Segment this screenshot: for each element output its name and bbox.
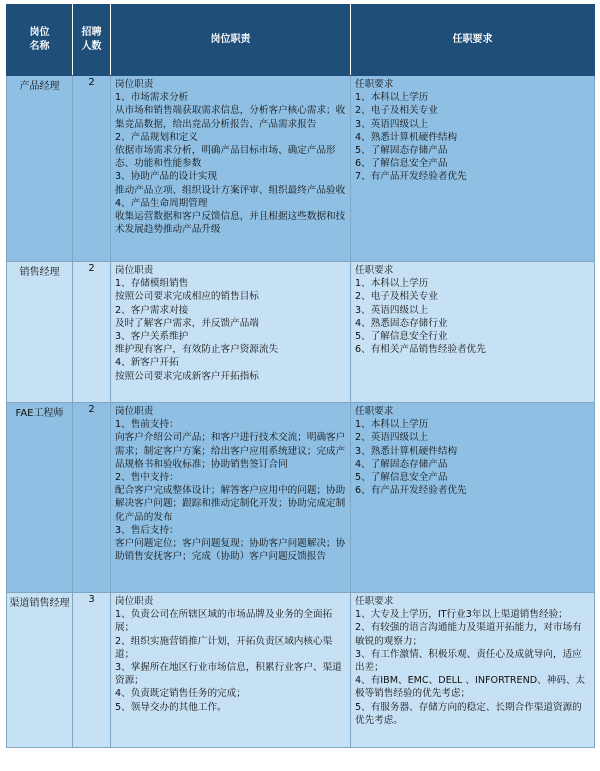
duty-line: 5、领导交办的其他工作。 [115,701,227,713]
requirement-line: 5、了解信息安全产品 [355,472,448,484]
duty-line: 4、负责既定销售任务的完成； [115,688,246,700]
duty-line: 2、产品规划和定义 [115,131,198,143]
requirement-line: 5、了解信息安全行业 [355,331,448,343]
duty-line: 1、市场需求分析 [115,92,189,104]
position-name-cell: 销售经理 [7,262,73,403]
table-row [7,403,595,593]
position-name-cell: 渠道销售经理 [7,593,73,748]
duty-line: 2、售中支持： [115,472,179,484]
requirement-line: 4、熟悉计算机硬件结构 [355,131,458,143]
duty-line: 岗位职责 [115,79,154,90]
duty-line: 岗位职责 [115,406,154,417]
requirements-cell [351,403,595,593]
duty-line: 岗位职责 [115,596,154,607]
duty-line: 收集运营数据和客户反馈信息，并且根据这些数据和技术发展趋势推动产品升级 [115,211,346,236]
duty-line: 从市场和销售端获取需求信息，分析客户核心需求；收集竞品数据，给出竞品分析报告、产品需求报告 [115,105,346,130]
header-position: 岗位 名称 [7,5,73,76]
duty-line: 维护现有客户，有效防止客户资源流失 [115,344,279,356]
duty-line: 向客户介绍公司产品；和客户进行技术交流；明确客户需求；制定客户方案；给出客户应用系统建议；完成产品规格书和验收标准；协助销售签订合同 [115,432,346,470]
requirement-line: 6、了解信息安全产品 [355,158,448,170]
duty-line: 客户问题定位；客户问题复现；协助客户问题解决；协助销售安抚客户；完成（协助）客户问题反馈报告 [115,538,346,563]
requirement-line: 3、有工作激情、积极乐观、责任心及成就导向，适应出差； [355,648,582,674]
duty-line: 按照公司要求完成新客户开拓指标 [115,370,259,382]
table-row [7,262,595,403]
requirement-line: 5、有服务器、存储方向的稳定、长期合作渠道资源的优先考虑。 [355,701,582,726]
duty-line: 4、产品生命周期管理 [115,197,208,209]
duties-cell [111,593,351,748]
header-row [7,5,595,76]
duty-line: 3、客户关系维护 [115,331,189,343]
headcount-cell: 2 [73,403,111,593]
requirement-line: 1、大专及上学历，IT行业3年以上渠道销售经验； [355,609,568,621]
duty-line: 按照公司要求完成相应的销售目标 [115,291,259,303]
headcount-cell: 2 [73,76,111,262]
requirement-line: 3、英语四级以上 [355,304,429,316]
duties-cell [111,262,351,403]
headcount-cell: 3 [73,593,111,748]
duty-line: 1、负责公司在所辖区域的市场品牌及业务的全面拓展； [115,609,333,634]
requirements-cell [351,593,595,748]
duty-line: 配合客户完成整体设计；解答客户应用中的问题；协助解决客户问题；跟踪和推动定制化开发；协助完成定制化产品的发布 [115,485,346,523]
requirement-line: 4、了解固态存储产品 [355,458,448,470]
requirements-cell [351,76,595,262]
duty-line: 及时了解客户需求，并反馈产品端 [115,317,259,329]
requirement-line: 1、本科以上学历 [355,92,429,104]
requirement-line: 任职要求 [355,596,394,607]
requirements-cell [351,262,595,403]
requirement-line: 任职要求 [355,265,394,276]
duty-line: 4、新客户开拓 [115,357,179,369]
duty-line: 1、售前支持： [115,419,179,431]
header-requirements: 任职要求 [351,5,595,76]
duty-line: 推动产品立项、组织设计方案评审、组织最终产品验收 [115,184,346,196]
requirement-line: 7、有产品开发经验者优先 [355,171,467,183]
duty-line: 3、掌握所在地区行业市场信息，积累行业客户、渠道资源； [115,662,342,687]
duty-line: 3、售后支持： [115,524,179,536]
duties-cell [111,403,351,593]
requirement-line: 2、英语四级以上 [355,432,429,444]
duty-line: 3、协助产品的设计实现 [115,171,218,183]
requirement-line: 任职要求 [355,406,394,417]
duty-line: 2、组织实施营销推广计划，开拓负责区域内核心渠道； [115,635,333,660]
duty-line: 2、客户需求对接 [115,304,189,316]
position-name-cell: 产品经理 [7,76,73,262]
requirement-line: 任职要求 [355,79,394,90]
header-duties: 岗位职责 [111,5,351,76]
requirement-line: 4、熟悉固态存储行业 [355,317,448,329]
duties-cell [111,76,351,262]
requirement-line: 2、有较强的语言沟通能力及渠道开拓能力，对市场有敏锐的观察力； [355,622,582,647]
table-row [7,76,595,262]
recruitment-table-container [6,4,594,748]
requirement-line: 2、电子及相关专业 [355,291,438,303]
duty-line: 1、存储模组销售 [115,278,189,290]
table-row [7,593,595,748]
table-header [7,5,595,76]
requirement-line: 3、英语四级以上 [355,118,429,130]
requirement-line: 5、了解固态存储产品 [355,145,448,157]
requirement-line: 2、电子及相关专业 [355,105,438,117]
recruitment-table [6,4,595,748]
requirement-line: 6、有产品开发经验者优先 [355,485,467,497]
requirement-line: 1、本科以上学历 [355,419,429,431]
requirement-line: 1、本科以上学历 [355,278,429,290]
duty-line: 依据市场需求分析，明确产品目标市场、确定产品形态、功能和性能参数 [115,145,336,170]
table-body [7,76,595,748]
requirement-line: 6、有相关产品销售经验者优先 [355,344,486,356]
requirement-line: 4、有IBM、EMC、DELL 、INFORTREND、神码、太极等销售经验的优先考虑； [355,675,586,700]
header-count: 招聘 人数 [73,5,111,76]
requirement-line: 3、熟悉计算机硬件结构 [355,445,458,457]
headcount-cell: 2 [73,262,111,403]
position-name-cell: FAE工程师 [7,403,73,593]
duty-line: 岗位职责 [115,265,154,276]
